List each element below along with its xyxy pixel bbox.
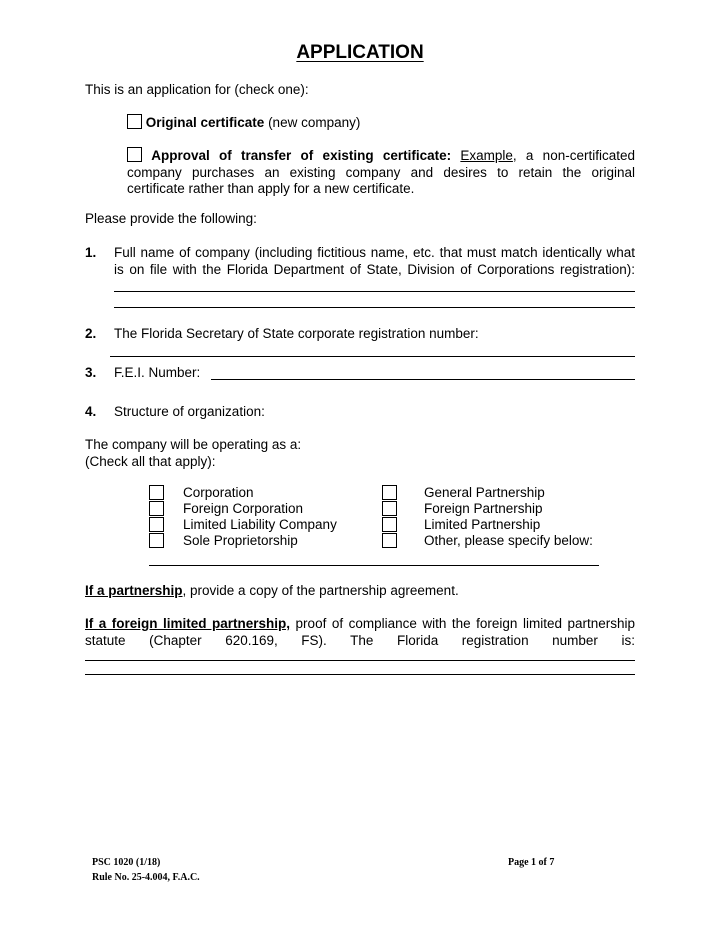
other-specify-input-line[interactable] — [149, 565, 599, 566]
item-3-number: 3. — [85, 365, 97, 380]
item-2-text: The Florida Secretary of State corporate registration number: — [114, 326, 479, 341]
structure-option-corporation[interactable] — [149, 485, 254, 501]
corporation-checkbox[interactable] — [149, 485, 164, 500]
transfer-line-1 — [127, 147, 635, 165]
sole-proprietorship-label: Sole Proprietorship — [183, 533, 298, 548]
page-title: APPLICATION — [296, 42, 424, 63]
structure-option-llc[interactable] — [149, 517, 337, 533]
partnership-label: If a partnership — [85, 583, 183, 598]
original-certificate-checkbox[interactable] — [127, 114, 142, 129]
operating-as-text — [85, 437, 301, 470]
partnership-text: , provide a copy of the partnership agreement. — [182, 583, 459, 598]
footer-form-number: PSC 1020 (1/18) — [92, 857, 161, 868]
limited-partnership-checkbox[interactable] — [382, 517, 397, 532]
footer-page-number: Page 1 of 7 — [508, 857, 555, 868]
intro-text: This is an application for (check one): — [85, 82, 309, 97]
foreign-lp-note — [85, 616, 635, 649]
structure-left-column — [149, 485, 337, 549]
transfer-certificate-label: Approval of transfer of existing certificate: — [151, 148, 452, 163]
item-1-text — [114, 245, 635, 278]
structure-option-foreign-corporation[interactable] — [149, 501, 304, 517]
transfer-line-1-rest: , a non-certificated — [512, 148, 635, 163]
item-4-text: Structure of organization: — [114, 404, 265, 419]
example-label: Example — [460, 148, 513, 163]
original-certificate-note: (new company) — [264, 115, 361, 130]
item-2-number: 2. — [85, 326, 97, 341]
structure-option-sole-proprietorship[interactable] — [149, 533, 298, 549]
option-original — [127, 114, 360, 130]
general-partnership-checkbox[interactable] — [382, 485, 397, 500]
general-partnership-label: General Partnership — [424, 485, 545, 500]
other-checkbox[interactable] — [382, 533, 397, 548]
foreign-partnership-checkbox[interactable] — [382, 501, 397, 516]
limited-partnership-label: Limited Partnership — [424, 517, 541, 532]
florida-registration-input-line-2[interactable] — [85, 674, 635, 675]
foreign-corporation-label: Foreign Corporation — [183, 501, 304, 516]
llc-checkbox[interactable] — [149, 517, 164, 532]
partnership-note — [85, 583, 459, 598]
item-3-text: F.E.I. Number: — [114, 365, 201, 380]
item-1-line-2: is on file with the Florida Department of State, Division of Corporations registration): — [114, 261, 635, 277]
company-name-input-line-1[interactable] — [114, 291, 635, 292]
fei-number-input-line[interactable] — [211, 379, 635, 380]
option-transfer — [127, 147, 635, 198]
transfer-certificate-checkbox[interactable] — [127, 147, 142, 162]
foreign-lp-line-2: statute (Chapter 620.169, FS). The Florida registration number is: — [85, 632, 635, 648]
structure-right-column — [382, 485, 593, 549]
registration-number-input-line[interactable] — [110, 356, 635, 357]
transfer-line-2: company purchases an existing company and desires to retain the original — [127, 164, 635, 180]
structure-option-general-partnership[interactable] — [382, 485, 545, 501]
item-1-line-1: Full name of company (including fictitious name, etc. that must match identically what — [114, 245, 635, 260]
item-4-number: 4. — [85, 404, 97, 419]
foreign-corporation-checkbox[interactable] — [149, 501, 164, 516]
other-label: Other, please specify below: — [424, 533, 593, 548]
foreign-lp-line-1 — [85, 616, 635, 633]
operating-line-1: The company will be operating as a: — [85, 437, 302, 452]
corporation-label: Corporation — [183, 485, 254, 500]
provide-text: Please provide the following: — [85, 211, 257, 226]
operating-line-2: (Check all that apply): — [85, 453, 216, 469]
footer-left — [92, 855, 200, 885]
item-1-number: 1. — [85, 245, 97, 260]
footer-rule-number: Rule No. 25-4.004, F.A.C. — [92, 872, 200, 883]
structure-option-limited-partnership[interactable] — [382, 517, 541, 533]
foreign-partnership-label: Foreign Partnership — [424, 501, 543, 516]
florida-registration-input-line-1[interactable] — [85, 660, 635, 661]
llc-label: Limited Liability Company — [183, 517, 337, 532]
foreign-lp-label: If a foreign limited partnership, — [85, 616, 291, 631]
company-name-input-line-2[interactable] — [114, 307, 635, 308]
structure-option-other[interactable] — [382, 533, 593, 549]
sole-proprietorship-checkbox[interactable] — [149, 533, 164, 548]
foreign-lp-text-1: proof of compliance with the foreign limited partnership — [290, 616, 635, 631]
structure-option-foreign-partnership[interactable] — [382, 501, 543, 517]
transfer-line-3: certificate rather than apply for a new certificate. — [127, 181, 415, 196]
original-certificate-label: Original certificate — [145, 115, 265, 130]
